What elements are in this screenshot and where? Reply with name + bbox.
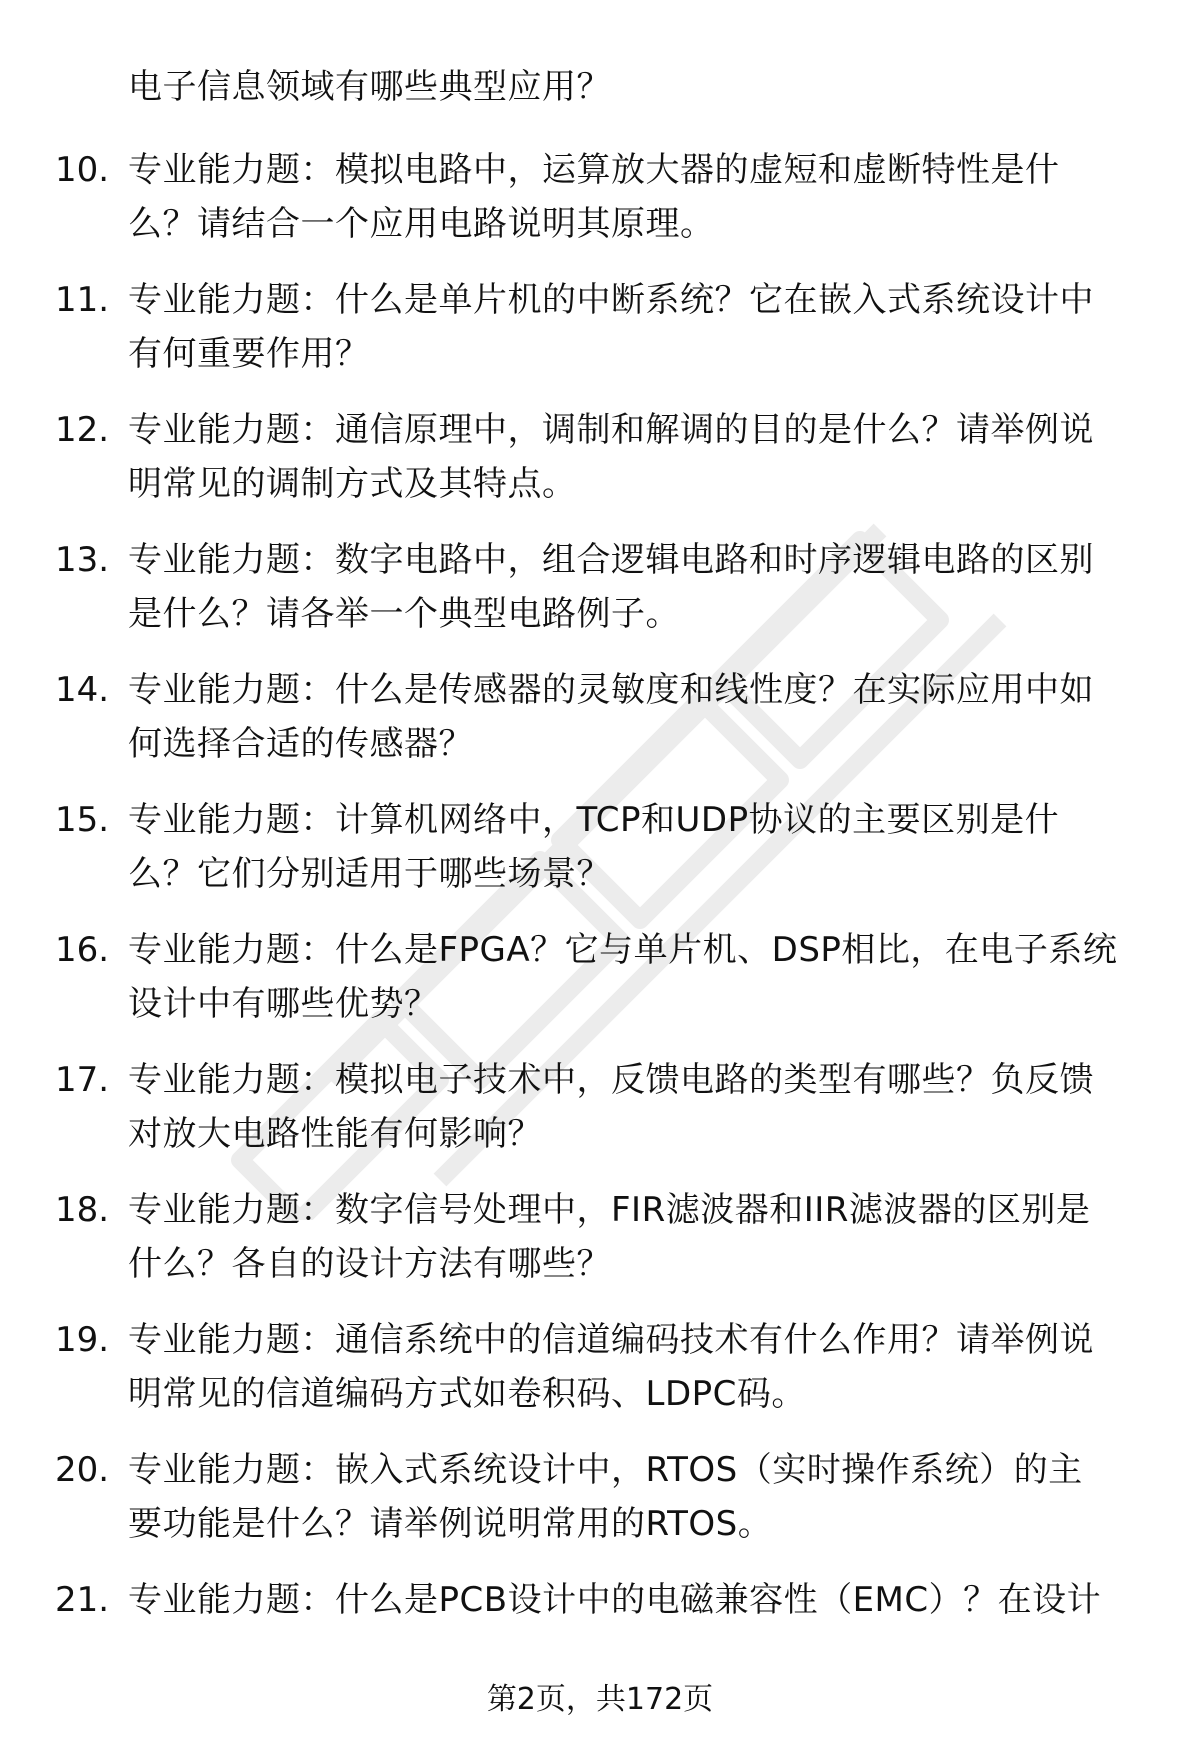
question-text-line: 专业能力题：什么是PCB设计中的电磁兼容性（EMC）？在设计 [128,1580,1102,1620]
page-footer: 第2页，共172页 [486,1682,714,1717]
question-item [0,1183,1200,1313]
question-text-line: 何选择合适的传感器？ [128,724,473,764]
question-text-line: 明常见的调制方式及其特点。 [128,464,577,504]
question-text-line: 专业能力题：什么是传感器的灵敏度和线性度？在实际应用中如 [128,670,1094,710]
question-text [128,1443,1168,1551]
question-text-line: 有何重要作用？ [128,334,370,374]
question-item [0,1443,1200,1573]
question-item [0,793,1200,923]
question-item [0,403,1200,533]
question-text [128,143,1168,251]
question-text-line: 设计中有哪些优势？ [128,984,439,1024]
question-item [0,273,1200,403]
question-list [0,143,1200,1703]
question-text-line: 么？请结合一个应用电路说明其原理。 [128,204,715,244]
question-text [128,923,1168,1031]
question-item [0,533,1200,663]
question-number: 17. [55,1060,110,1100]
question-text-line: 专业能力题：通信原理中，调制和解调的目的是什么？请举例说 [128,410,1094,450]
question-text-line: 专业能力题：数字电路中，组合逻辑电路和时序逻辑电路的区别 [128,540,1094,580]
question-number: 11. [55,280,110,320]
question-item [0,1313,1200,1443]
question-text-line: 对放大电路性能有何影响？ [128,1114,542,1154]
question-text-line: 是什么？请各举一个典型电路例子。 [128,594,680,634]
continued-question-text: 电子信息领域有哪些典型应用？ [128,67,611,107]
question-text [128,1183,1168,1291]
question-text-line: 专业能力题：嵌入式系统设计中，RTOS（实时操作系统）的主 [128,1450,1083,1490]
question-number: 18. [55,1190,110,1230]
question-number: 13. [55,540,110,580]
question-number: 12. [55,410,110,450]
question-text-line: 专业能力题：什么是FPGA？它与单片机、DSP相比，在电子系统 [128,930,1118,970]
question-item [0,1053,1200,1183]
question-item [0,143,1200,273]
question-number: 15. [55,800,110,840]
question-text [128,1313,1168,1421]
question-text-line: 么？它们分别适用于哪些场景？ [128,854,611,894]
question-text-line: 明常见的信道编码方式如卷积码、LDPC码。 [128,1374,806,1414]
question-text-line: 专业能力题：模拟电子技术中，反馈电路的类型有哪些？负反馈 [128,1060,1094,1100]
question-number: 14. [55,670,110,710]
question-text [128,793,1168,901]
question-text-line: 专业能力题：计算机网络中，TCP和UDP协议的主要区别是什 [128,800,1060,840]
question-text-line: 专业能力题：通信系统中的信道编码技术有什么作用？请举例说 [128,1320,1094,1360]
question-text [128,533,1168,641]
question-number: 10. [55,150,110,190]
question-number: 20. [55,1450,110,1490]
question-text-line: 要功能是什么？请举例说明常用的RTOS。 [128,1504,773,1544]
question-text-line: 专业能力题：数字信号处理中，FIR滤波器和IIR滤波器的区别是 [128,1190,1091,1230]
question-text [128,403,1168,511]
question-text-line: 什么？各自的设计方法有哪些？ [128,1244,611,1284]
question-text [128,1573,1168,1627]
question-text-line: 专业能力题：模拟电路中，运算放大器的虚短和虚断特性是什 [128,150,1060,190]
question-number: 16. [55,930,110,970]
question-text-line: 专业能力题：什么是单片机的中断系统？它在嵌入式系统设计中 [128,280,1094,320]
question-text [128,273,1168,381]
question-text [128,1053,1168,1161]
question-item [0,663,1200,793]
question-number: 19. [55,1320,110,1360]
question-text [128,663,1168,771]
question-number: 21. [55,1580,110,1620]
question-item [0,923,1200,1053]
